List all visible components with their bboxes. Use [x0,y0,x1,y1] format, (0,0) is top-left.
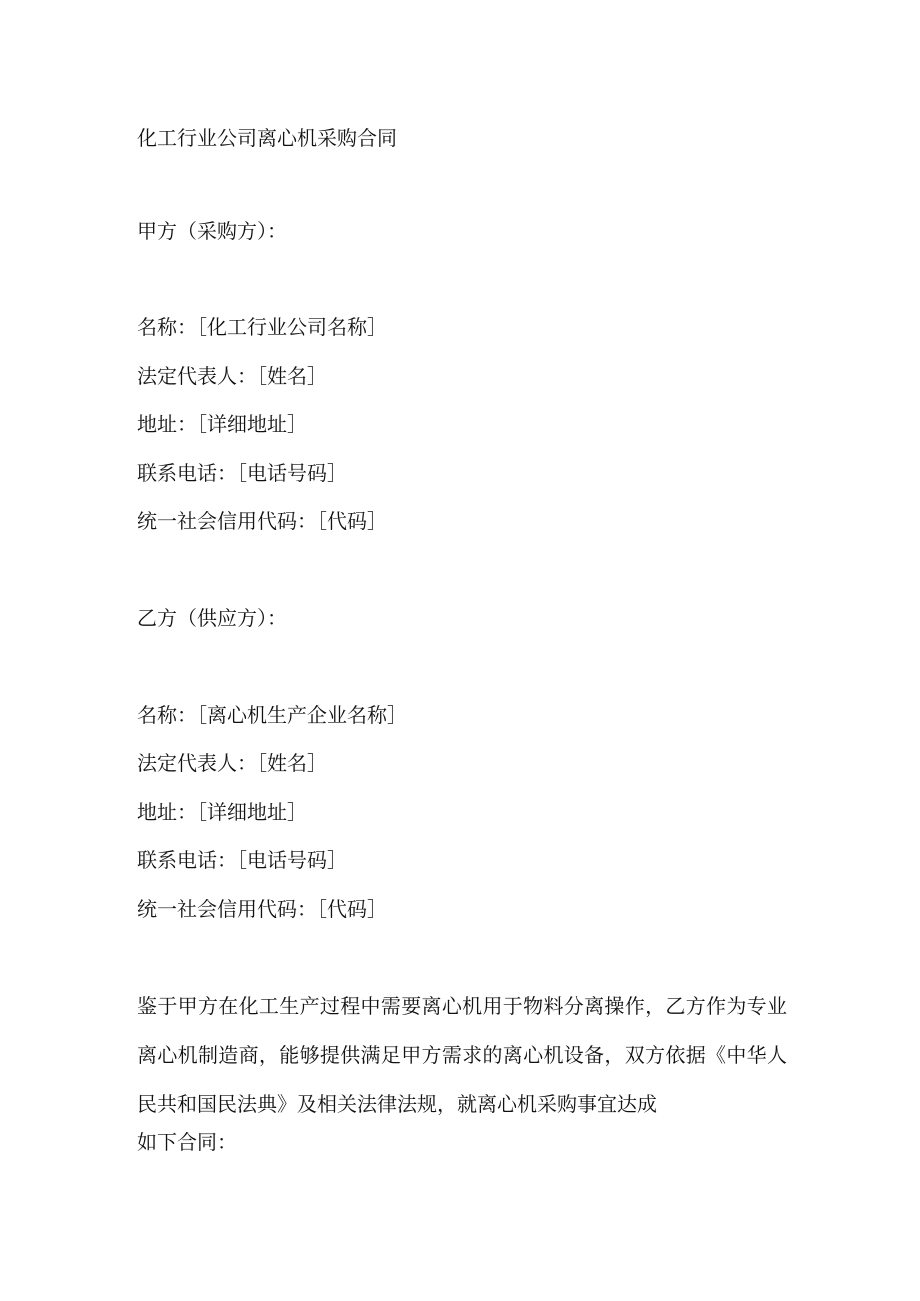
party-a-phone: 联系电话：［电话号码］ [137,461,347,485]
party-b-credit-code: 统一社会信用代码：［代码］ [137,897,387,921]
preamble-paragraph: 鉴于甲方在化工生产过程中需要离心机用于物料分离操作，乙方作为专业离心机制造商，能够提供满足甲方需求的离心机设备，双方依据《中华人民共和国民法典》及相关法律法规，就离心机采购事宜达成 [137,994,787,1116]
party-b-heading: 乙方（供应方）： [137,606,287,630]
party-a-heading: 甲方（采购方）： [137,219,287,243]
party-a-address: 地址：［详细地址］ [137,412,307,436]
party-b-name: 名称：［离心机生产企业名称］ [137,703,407,727]
party-b-address: 地址：［详细地址］ [137,800,307,824]
party-a-legal-rep: 法定代表人：［姓名］ [137,364,327,388]
party-a-name: 名称：［化工行业公司名称］ [137,315,387,339]
party-b-legal-rep: 法定代表人：［姓名］ [137,751,327,775]
party-a-credit-code: 统一社会信用代码：［代码］ [137,509,387,533]
closing-line: 如下合同： [137,1130,237,1154]
party-b-phone: 联系电话：［电话号码］ [137,848,347,872]
contract-title: 化工行业公司离心机采购合同 [137,126,397,150]
